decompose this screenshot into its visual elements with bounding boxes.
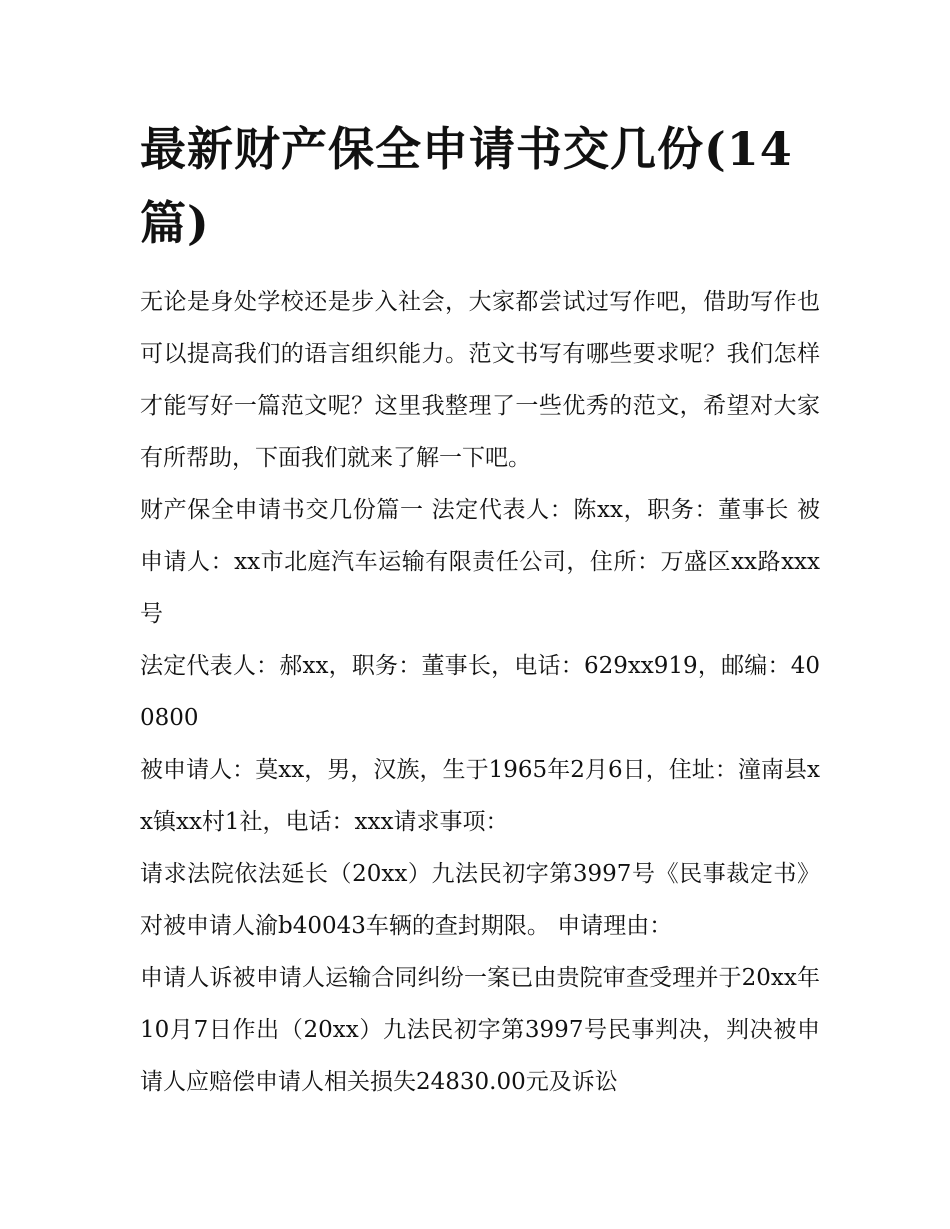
legal-rep-paragraph: 法定代表人：郝xx，职务：董事长，电话：629xx919，邮编：400800 [140,653,820,731]
section-one-paragraph: 财产保全申请书交几份篇一 法定代表人：陈xx，职务：董事长 被申请人：xx市北庭汽车运输有限责任公司，住所：万盛区xx路xxx号 [140,497,820,627]
respondent-paragraph: 被申请人：莫xx，男，汉族，生于1965年2月6日，住址：潼南县xx镇xx村1社，电话：xxx请求事项： [140,757,820,835]
document-title: 最新财产保全申请书交几份(14篇) [140,122,793,250]
intro-paragraph: 无论是身处学校还是步入社会，大家都尝试过写作吧，借助写作也可以提高我们的语言组织能力。范文书写有哪些要求呢？我们怎样才能写好一篇范文呢？这里我整理了一些优秀的范文，希望对大家有所帮助，下面我们就来了解一下吧。 [140,289,820,471]
request-paragraph: 请求法院依法延长（20xx）九法民初字第3997号《民事裁定书》对被申请人渝b40043车辆的查封期限。 申请理由： [140,861,820,939]
reason-paragraph: 申请人诉被申请人运输合同纠纷一案已由贵院审查受理并于20xx年10月7日作出（20xx）九法民初字第3997号民事判决，判决被申请人应赔偿申请人相关损失24830.00元及诉讼 [140,965,820,1095]
document-body [140,276,820,1108]
